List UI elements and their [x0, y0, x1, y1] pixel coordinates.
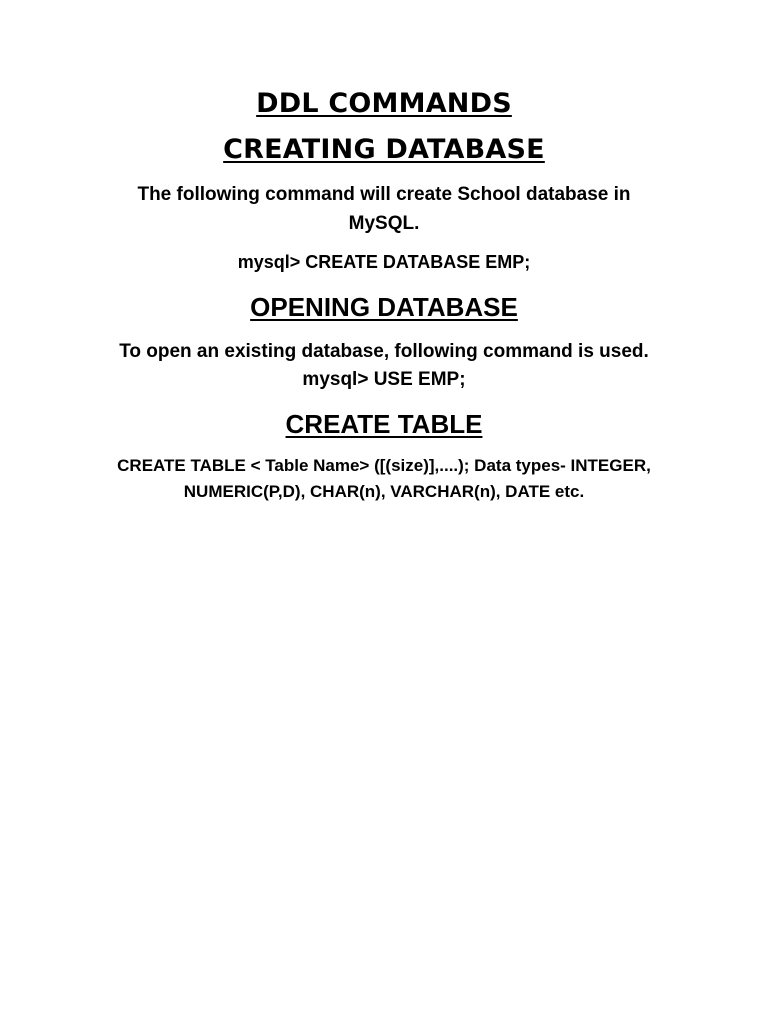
heading-ddl-commands: DDL COMMANDS: [256, 88, 512, 119]
heading-creating-database: CREATING DATABASE: [223, 134, 545, 165]
create-database-command: mysql> CREATE DATABASE EMP;: [237, 252, 531, 272]
open-database-command: mysql> USE EMP;: [302, 369, 466, 390]
heading-opening-database: OPENING DATABASE: [250, 292, 518, 322]
create-database-description: The following command will create School database in MySQL.: [137, 184, 631, 234]
create-table-syntax: CREATE TABLE < Table Name> ([(size)],....); Data types- INTEGER, NUMERIC(P,D), CHAR(n), VARCHAR(n), DATE etc.: [117, 456, 651, 501]
heading-create-table: CREATE TABLE: [285, 409, 483, 439]
open-database-description: To open an existing database, following command is used.: [119, 341, 649, 362]
